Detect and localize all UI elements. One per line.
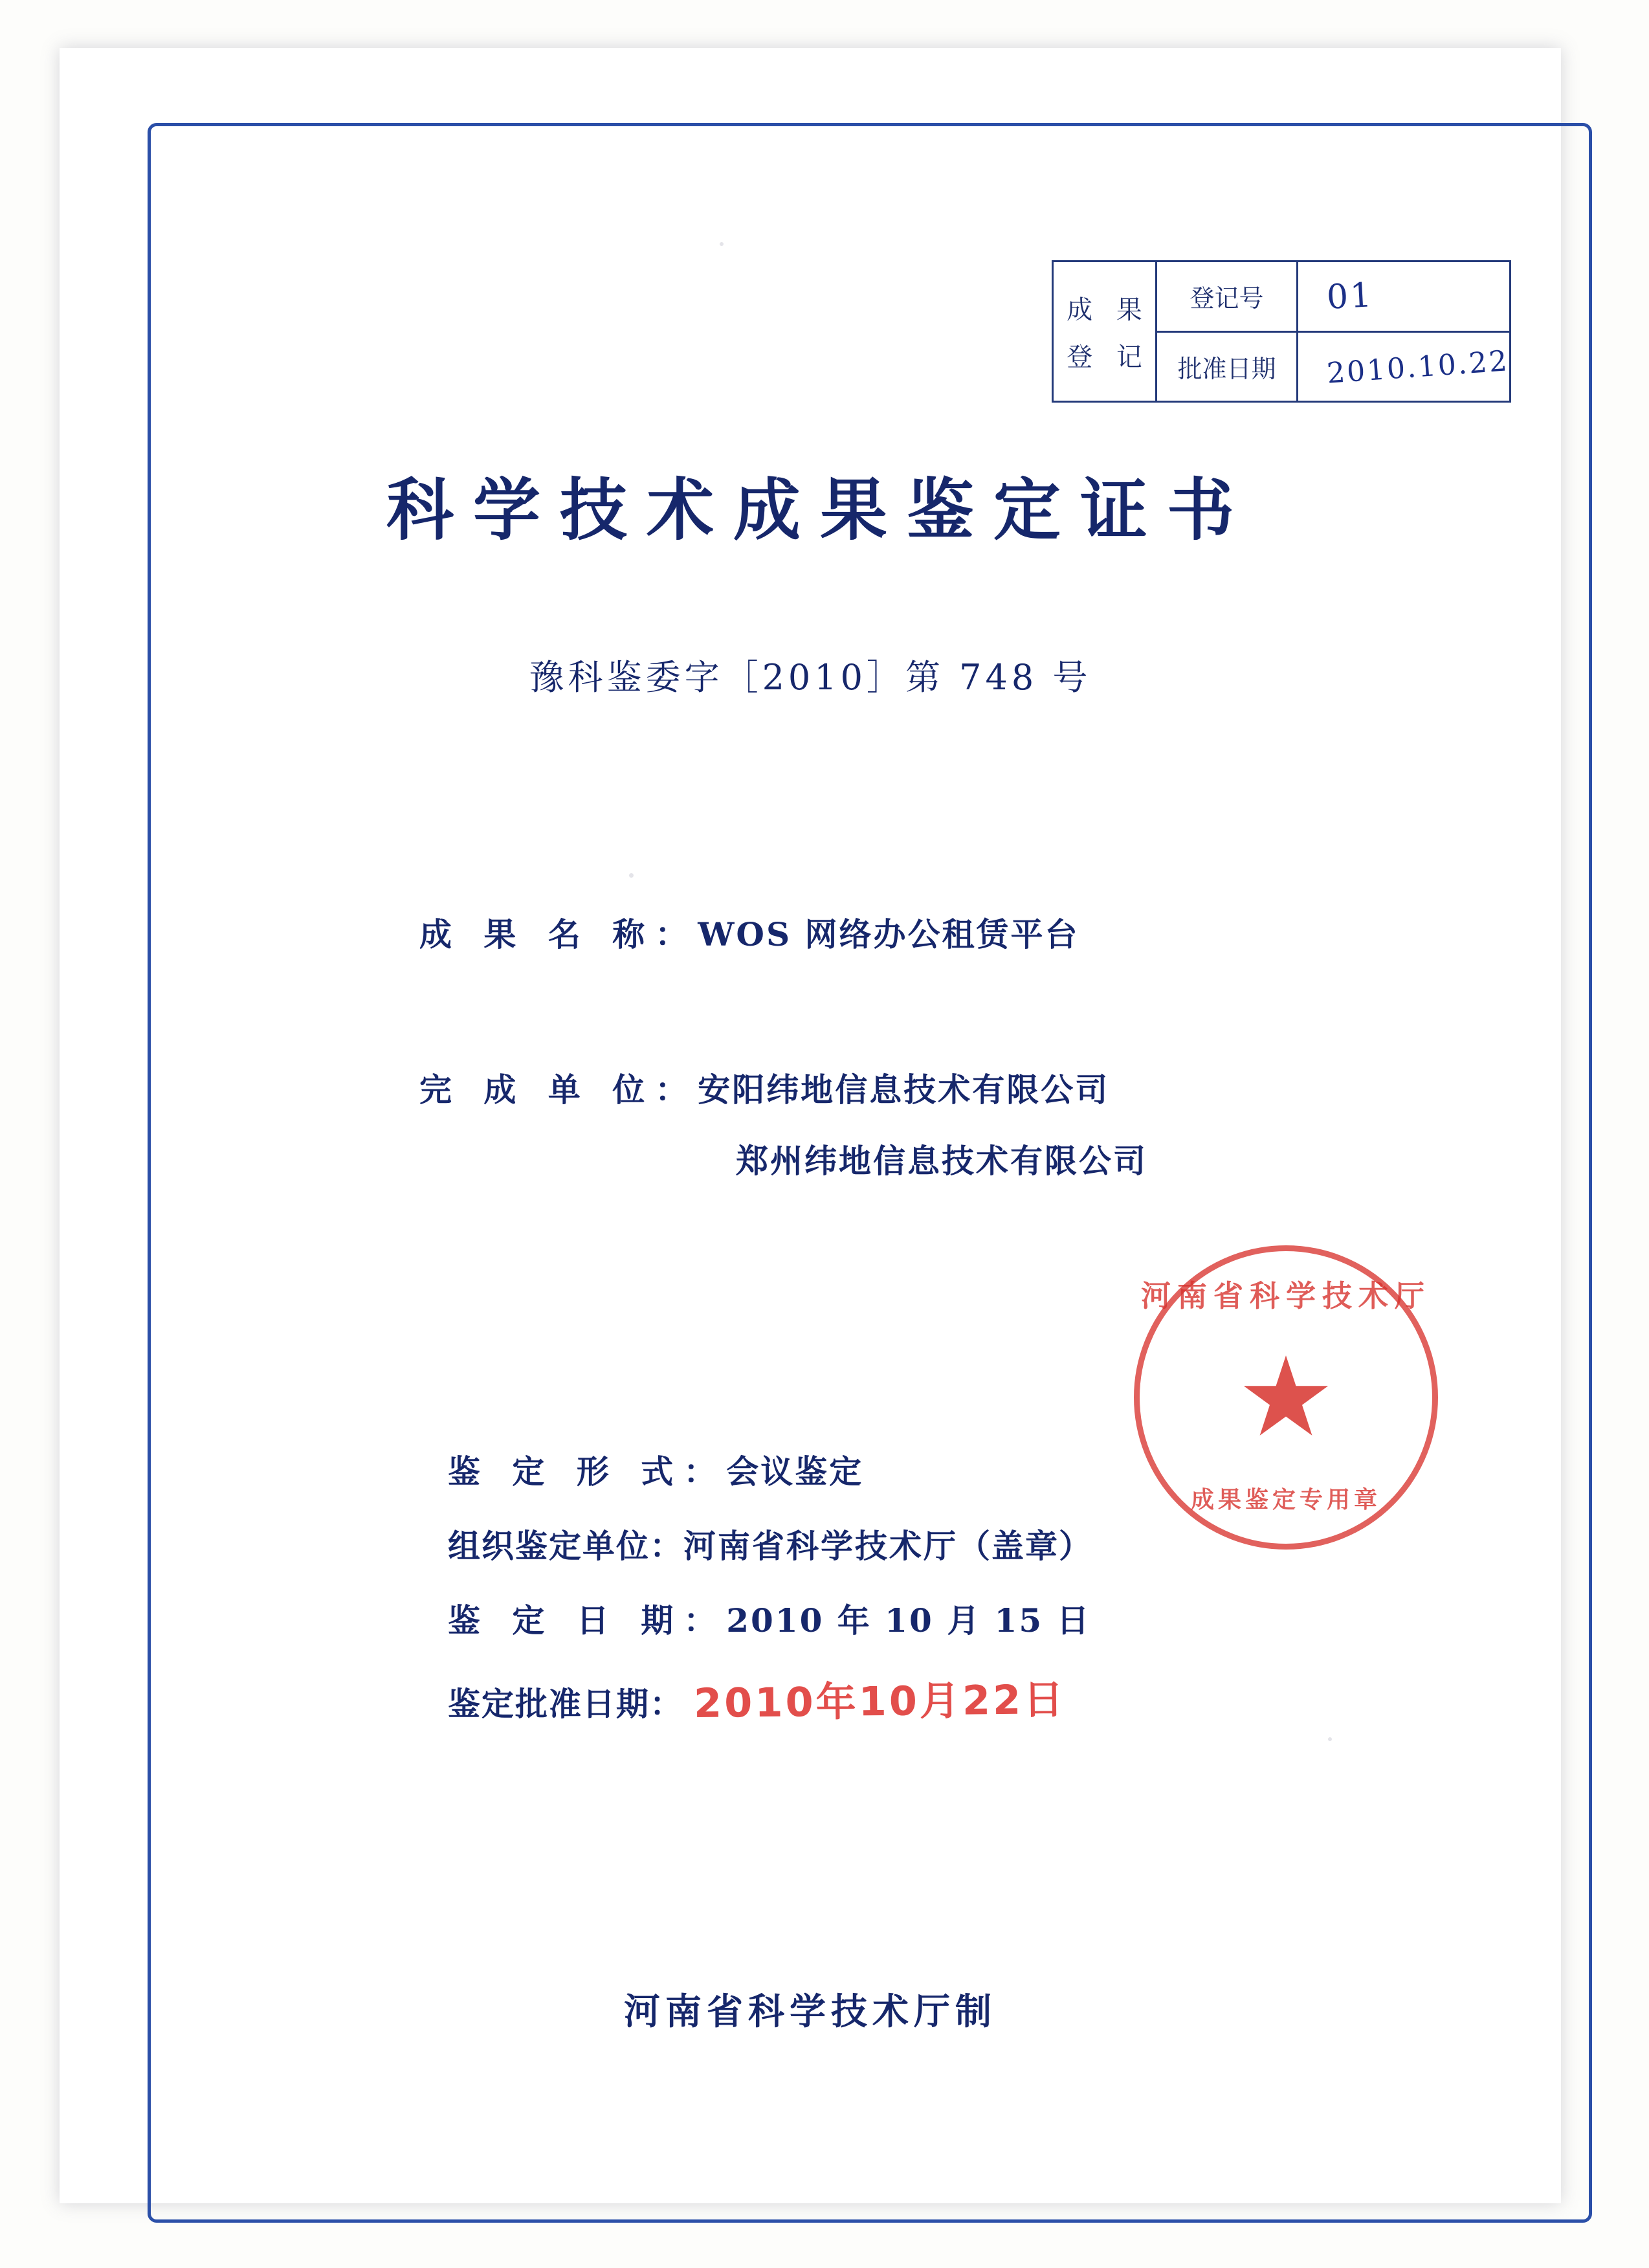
- field-organizing-unit: [448, 1520, 1092, 1567]
- registration-label-column: [1054, 262, 1157, 401]
- completing-unit-value-2: 郑州纬地信息技术有限公司: [736, 1142, 1147, 1180]
- registration-fields-column: [1157, 262, 1509, 401]
- appraisal-form-label: 鉴 定 形 式：: [448, 1452, 727, 1491]
- approval-date-label: 鉴定批准日期：: [448, 1685, 683, 1723]
- scan-speck: [720, 242, 724, 246]
- organizing-unit-label: 组织鉴定单位：: [448, 1527, 683, 1565]
- field-completing-unit-second: [736, 1135, 1147, 1182]
- field-completing-unit: [419, 1064, 1109, 1111]
- registration-number-handwriting: 01: [1325, 275, 1375, 317]
- appraisal-date-label: 鉴 定 日 期：: [448, 1601, 727, 1640]
- field-appraisal-date: [448, 1595, 1091, 1641]
- registration-number-value: [1298, 277, 1509, 316]
- paper-sheet: [60, 48, 1561, 2203]
- registration-row-approval-date: [1157, 333, 1509, 401]
- seal-star-icon: ★: [1236, 1333, 1336, 1462]
- registration-box: [1052, 260, 1511, 403]
- achievement-name-label: 成 果 名 称：: [419, 915, 698, 953]
- registration-approval-date-key: 批准日期: [1157, 333, 1298, 401]
- footer-issuer: 河南省科学技术厅制: [624, 1990, 997, 2033]
- organizing-unit-seal-note: （盖章）: [958, 1527, 1092, 1565]
- registration-row-number: [1157, 262, 1509, 333]
- achievement-name-value: WOS 网络办公租赁平台: [698, 915, 1079, 953]
- scan-speck: [629, 873, 634, 878]
- registration-label-line-1: 成 果: [1067, 295, 1150, 325]
- appraisal-date-value: 2010 年 10 月 15 日: [726, 1601, 1091, 1640]
- field-appraisal-form: [448, 1446, 863, 1493]
- field-approval-date: [448, 1669, 1066, 1727]
- certificate-document-number: 豫科鉴委字［2010］第 748 号: [529, 657, 1092, 698]
- registration-number-key: 登记号: [1157, 262, 1298, 331]
- organizing-unit-value: 河南省科学技术厅: [683, 1527, 958, 1565]
- completing-unit-value-1: 安阳纬地信息技术有限公司: [698, 1071, 1110, 1109]
- registration-approval-date-handwriting: 2010.10.22: [1325, 344, 1511, 391]
- registration-approval-date-value: [1298, 344, 1511, 391]
- completing-unit-label: 完 成 单 位：: [419, 1071, 698, 1109]
- registration-label-line-2: 登 记: [1067, 342, 1150, 372]
- field-achievement-name: [419, 909, 1079, 955]
- seal-bottom-text: 成果鉴定专用章: [1190, 1486, 1381, 1513]
- approval-date-stamp-value: 2010年10月22日: [693, 1675, 1067, 1728]
- seal-top-text: 河南省科学技术厅: [1141, 1278, 1431, 1313]
- certificate-title: 科学技术成果鉴定证书: [386, 470, 1254, 550]
- scan-speck: [1328, 1737, 1332, 1741]
- appraisal-form-value: 会议鉴定: [726, 1452, 864, 1491]
